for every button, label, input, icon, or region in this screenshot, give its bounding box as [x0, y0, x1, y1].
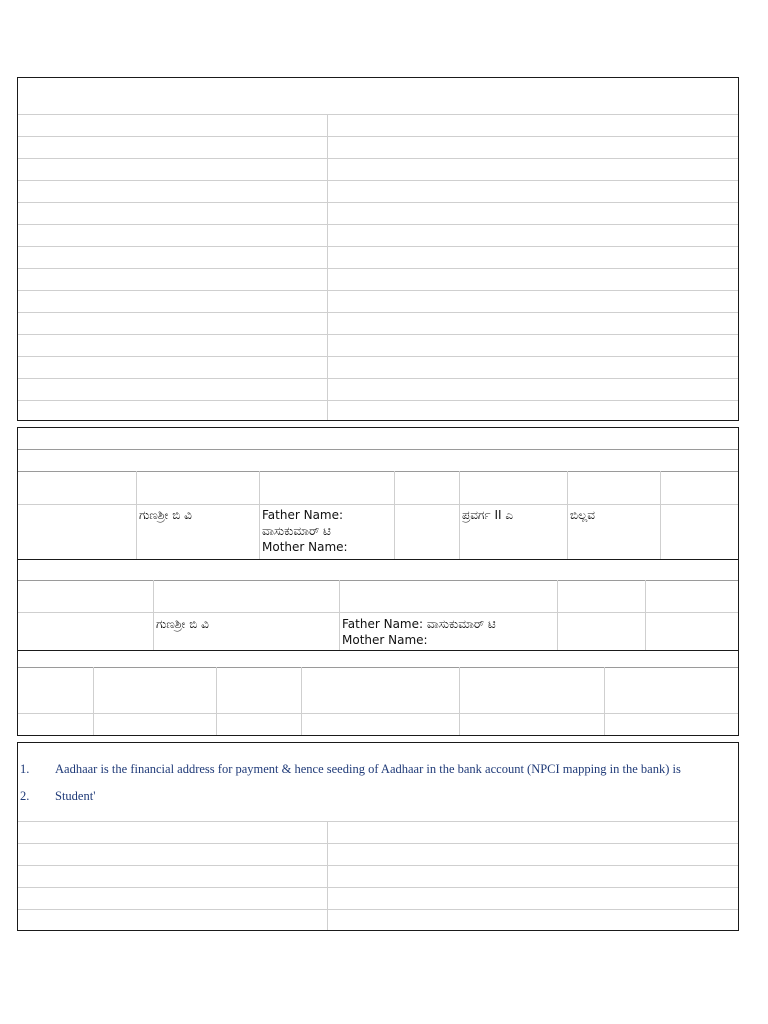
table-row-divider — [18, 865, 738, 866]
table-row-divider — [18, 471, 738, 472]
table-row-divider — [18, 202, 738, 203]
table-column-divider — [327, 114, 328, 420]
extra-details-table — [17, 650, 739, 736]
father-name-label: Father Name: — [262, 508, 344, 522]
table-column-divider — [136, 471, 137, 559]
category-value: ಪ್ರವರ್ಗ II ಎ — [462, 508, 514, 522]
table-column-divider — [394, 471, 395, 559]
table-column-divider — [459, 667, 460, 735]
table-row-divider — [18, 612, 738, 613]
table-row-divider — [18, 356, 738, 357]
table-column-divider — [557, 580, 558, 650]
table-row-divider — [18, 667, 738, 668]
parent-table-father-name: Father Name: ವಾಸುಕುಮಾರ್ ಟಿ — [342, 617, 496, 631]
table-row-divider — [18, 224, 738, 225]
table-row-divider — [18, 887, 738, 888]
table-row-divider — [18, 180, 738, 181]
parent-table-student-name: ಗುಣಶ್ರೀ ಬಿ ವಿ — [156, 617, 209, 631]
table-row-divider — [18, 334, 738, 335]
top-info-table — [17, 77, 739, 421]
note-text-1: Aadhaar is the financial address for payment & hence seeding of Aadhaar in the bank account (NPCI mapping in the bank) is — [55, 762, 681, 776]
table-column-divider — [216, 667, 217, 735]
table-column-divider — [259, 471, 260, 559]
caste-value: ಬಿಲ್ಲವ — [570, 508, 595, 522]
table-column-divider — [93, 667, 94, 735]
table-row-divider — [18, 246, 738, 247]
mother-name-label: Mother Name: — [262, 540, 348, 554]
father-name-value: ವಾಸುಕುಮಾರ್ ಟಿ — [262, 524, 331, 538]
table-row-divider — [18, 504, 738, 505]
notes-table — [17, 742, 739, 931]
table-column-divider — [645, 580, 646, 650]
table-row-divider — [18, 268, 738, 269]
table-column-divider — [459, 471, 460, 559]
table-row-divider — [18, 158, 738, 159]
table-row-divider — [18, 909, 738, 910]
table-row-divider — [18, 580, 738, 581]
table-row-divider — [18, 713, 738, 714]
table-row-divider — [18, 821, 738, 822]
note-number-1: 1. — [20, 762, 30, 776]
note-text-2: Student' — [55, 789, 96, 803]
table-column-divider — [153, 580, 154, 650]
table-row-divider — [18, 290, 738, 291]
table-column-divider — [567, 471, 568, 559]
table-row-divider — [18, 449, 738, 450]
table-row-divider — [18, 843, 738, 844]
table-column-divider — [604, 667, 605, 735]
note-number-2: 2. — [20, 789, 30, 803]
table-row-divider — [18, 136, 738, 137]
student-details-table — [17, 427, 739, 560]
table-row-divider — [18, 400, 738, 401]
table-column-divider — [301, 667, 302, 735]
table-column-divider — [660, 471, 661, 559]
table-row-divider — [18, 312, 738, 313]
parent-table-mother-label: Mother Name: — [342, 633, 428, 647]
table-row-divider — [18, 114, 738, 115]
table-column-divider — [327, 821, 328, 930]
table-row-divider — [18, 378, 738, 379]
student-name: ಗುಣಶ್ರೀ ಬಿ ವಿ — [139, 508, 192, 522]
table-column-divider — [339, 580, 340, 650]
parent-details-table — [17, 559, 739, 651]
